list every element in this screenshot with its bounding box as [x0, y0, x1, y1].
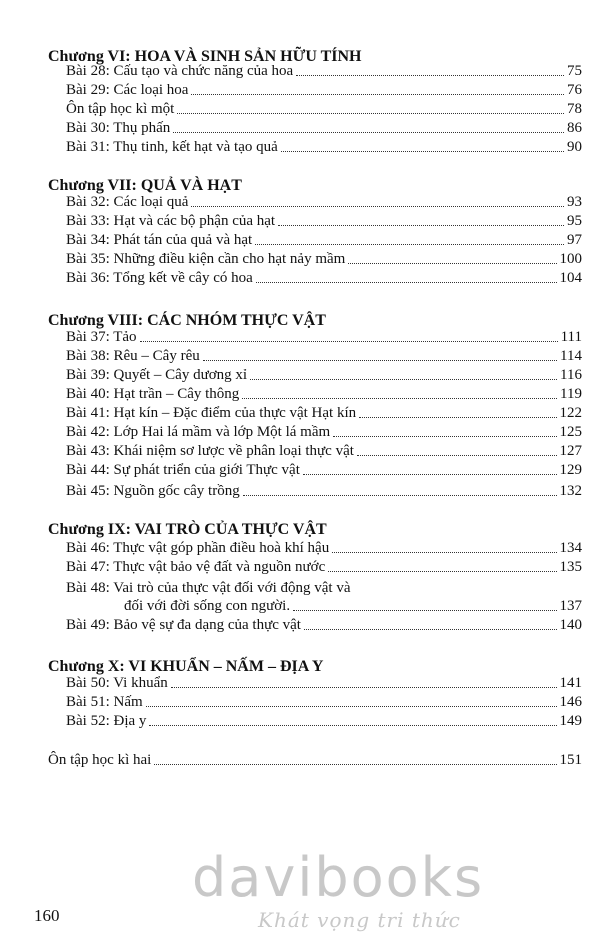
entry-label: Bài 49: Bảo vệ sự đa dạng của thực vật [66, 617, 301, 633]
toc-entry-final-review [48, 750, 582, 770]
chapter-7-title: Chương VII: QUẢ VÀ HẠT [48, 177, 242, 194]
entry-label: Bài 41: Hạt kín – Đặc điểm của thực vật Hạt kín [66, 405, 357, 421]
entry-page: 75 [567, 63, 582, 79]
entry-label: Bài 28: Cấu tạo và chức năng của hoa [66, 63, 294, 79]
toc-entry [66, 80, 582, 100]
entry-page: 114 [560, 348, 582, 364]
entry-label: Bài 51: Nấm [66, 694, 143, 710]
dot-leader [278, 225, 564, 226]
entry-label: Bài 47: Thực vật bảo vệ đất và nguồn nước [66, 559, 326, 575]
dot-leader [242, 398, 557, 399]
entry-label: Bài 35: Những điều kiện cần cho hạt nảy mầm [66, 251, 346, 267]
toc-entry [66, 268, 582, 288]
toc-entry [66, 673, 582, 693]
toc-entry [66, 557, 582, 577]
entry-label: Bài 29: Các loại hoa [66, 82, 189, 98]
entry-label: Bài 30: Thụ phấn [66, 120, 171, 136]
chapter-8-title: Chương VIII: CÁC NHÓM THỰC VẬT [48, 312, 326, 329]
dot-leader [255, 244, 564, 245]
chapter-6-title: Chương VI: HOA VÀ SINH SẢN HỮU TÍNH [48, 48, 362, 65]
toc-entry [66, 365, 582, 385]
dot-leader [357, 455, 557, 456]
toc-entry [66, 346, 582, 366]
entry-page: 116 [560, 367, 582, 383]
entry-label: Bài 38: Rêu – Cây rêu [66, 348, 200, 364]
entry-page: 146 [559, 694, 582, 710]
toc-entry [66, 192, 582, 212]
entry-page: 76 [567, 82, 582, 98]
watermark-slogan: Khát vọng tri thức [258, 908, 461, 932]
dot-leader [191, 206, 564, 207]
dot-leader [173, 132, 564, 133]
entry-label: Bài 36: Tổng kết về cây có hoa [66, 270, 253, 286]
dot-leader [191, 94, 564, 95]
toc-entry [66, 403, 582, 423]
toc-entry [66, 99, 582, 119]
toc-entry [66, 118, 582, 138]
dot-leader [359, 417, 556, 418]
dot-leader [303, 474, 557, 475]
entry-label: Bài 40: Hạt trần – Cây thông [66, 386, 240, 402]
toc-entry [66, 692, 582, 712]
entry-page: 135 [559, 559, 582, 575]
toc-entry [66, 481, 582, 501]
entry-page: 132 [559, 483, 582, 499]
toc-entry [66, 249, 582, 269]
entry-label: Bài 33: Hạt và các bộ phận của hạt [66, 213, 276, 229]
entry-page: 140 [559, 617, 582, 633]
entry-label: Bài 34: Phát tán của quả và hạt [66, 232, 253, 248]
dot-leader [149, 725, 556, 726]
toc-entry-continuation [124, 596, 582, 616]
entry-page: 137 [559, 598, 582, 614]
dot-leader [154, 764, 556, 765]
toc-entry [66, 61, 582, 81]
toc-entry [66, 711, 582, 731]
toc-entry [66, 230, 582, 250]
entry-label: Bài 39: Quyết – Cây dương xỉ [66, 367, 248, 383]
dot-leader [146, 706, 557, 707]
entry-page: 149 [559, 713, 582, 729]
dot-leader [328, 571, 556, 572]
toc-entry [66, 538, 582, 558]
toc-entry [66, 422, 582, 442]
toc-entry [66, 460, 582, 480]
dot-leader [293, 610, 556, 611]
entry-page: 97 [567, 232, 582, 248]
entry-page: 111 [560, 329, 582, 345]
entry-page: 134 [559, 540, 582, 556]
entry-page: 95 [567, 213, 582, 229]
entry-page: 86 [567, 120, 582, 136]
entry-label: Bài 42: Lớp Hai lá mầm và lớp Một lá mầm [66, 424, 331, 440]
entry-page: 127 [559, 443, 582, 459]
entry-label: Bài 50: Vi khuẩn [66, 675, 168, 691]
dot-leader [296, 75, 564, 76]
entry-label: Ôn tập học kì hai [48, 752, 152, 768]
entry-label: Ôn tập học kì một [66, 101, 175, 117]
chapter-10-title: Chương X: VI KHUẨN – NẤM – ĐỊA Y [48, 658, 324, 675]
dot-leader [333, 436, 556, 437]
dot-leader [171, 687, 557, 688]
toc-entry [66, 441, 582, 461]
entry-page: 78 [567, 101, 582, 117]
entry-label: Bài 44: Sự phát triển của giới Thực vật [66, 462, 300, 478]
dot-leader [203, 360, 557, 361]
entry-page: 93 [567, 194, 582, 210]
entry-page: 100 [559, 251, 582, 267]
entry-label: Bài 37: Tảo [66, 329, 137, 345]
dot-leader [332, 552, 556, 553]
toc-entry [66, 578, 582, 598]
entry-page: 104 [559, 270, 582, 286]
entry-label-continued: đối với đời sống con người. [124, 598, 291, 614]
entry-page: 141 [559, 675, 582, 691]
entry-label: Bài 46: Thực vật góp phần điều hoà khí hậu [66, 540, 330, 556]
dot-leader [177, 113, 564, 114]
dot-leader [304, 629, 557, 630]
toc-entry [66, 327, 582, 347]
entry-page: 129 [559, 462, 582, 478]
entry-page: 119 [560, 386, 582, 402]
dot-leader [243, 495, 557, 496]
entry-label: Bài 32: Các loại quả [66, 194, 189, 210]
entry-page: 151 [559, 752, 582, 768]
entry-label: Bài 43: Khái niệm sơ lược về phân loại thực vật [66, 443, 354, 459]
dot-leader [250, 379, 557, 380]
entry-label: Bài 31: Thụ tinh, kết hạt và tạo quả [66, 139, 278, 155]
toc-entry [66, 211, 582, 231]
entry-page: 122 [559, 405, 582, 421]
entry-label: Bài 52: Địa y [66, 713, 147, 729]
entry-label: Bài 45: Nguồn gốc cây trồng [66, 483, 240, 499]
dot-leader [140, 341, 558, 342]
toc-entry [66, 615, 582, 635]
entry-label: Bài 48: Vai trò của thực vật đối với động vật và [66, 580, 351, 596]
dot-leader [281, 151, 564, 152]
toc-entry [66, 137, 582, 157]
entry-page: 90 [567, 139, 582, 155]
chapter-9-title: Chương IX: VAI TRÒ CỦA THỰC VẬT [48, 521, 327, 538]
dot-leader [256, 282, 557, 283]
entry-page: 125 [559, 424, 582, 440]
dot-leader [348, 263, 556, 264]
page-number: 160 [34, 906, 60, 925]
watermark-brand: davibooks [192, 846, 485, 909]
toc-entry [66, 384, 582, 404]
